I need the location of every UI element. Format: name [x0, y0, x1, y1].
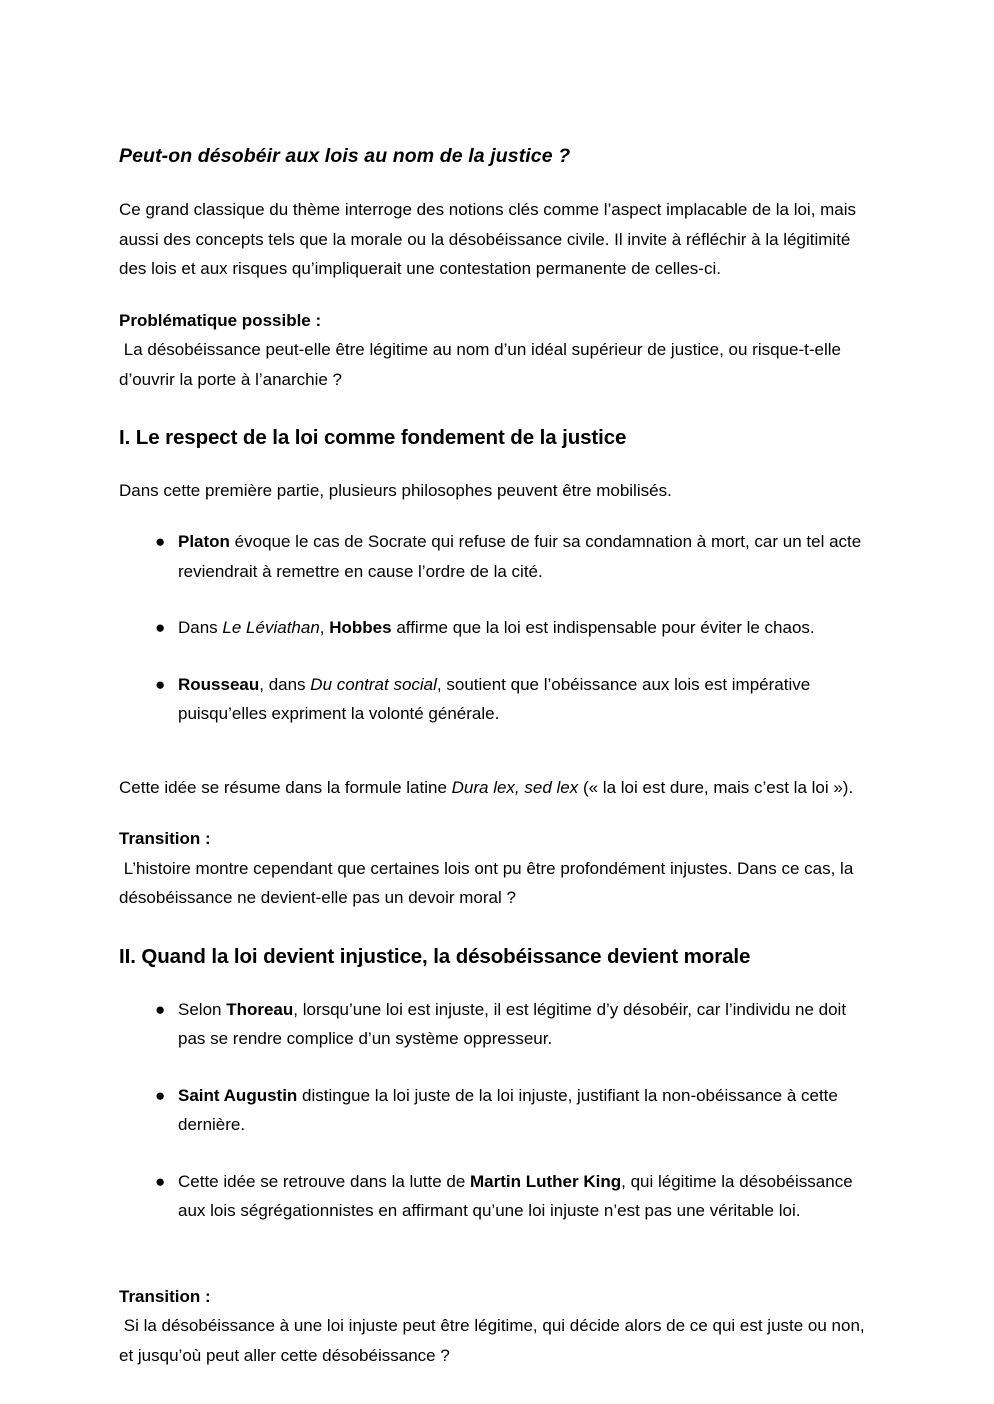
bullet-icon: ●	[155, 1085, 166, 1105]
list-item-text: Platon évoque le cas de Socrate qui refuse de fuir sa condamnation à mort, car un tel acte reviendrait à remettre en cause l’ordre de la cité.	[178, 532, 862, 581]
transition-text: L’histoire montre cependant que certaines lois ont pu être profondément injustes. Dans ce cas, la désobéissance ne devient-elle pas un devoir moral ?	[119, 858, 859, 908]
bullet-icon: ●	[155, 999, 166, 1019]
problematique-block	[119, 306, 878, 395]
section-1-closing: Cette idée se résume dans la formule latine Dura lex, sed lex (« la loi est dure, mais c’est la loi »).	[119, 777, 854, 797]
bullet-icon: ●	[155, 1171, 166, 1191]
section-1-bullet-list	[119, 527, 878, 729]
list-item	[119, 995, 878, 1054]
page-title: Peut-on désobéir aux lois au nom de la justice ?	[119, 145, 571, 167]
section-2-transition-block	[119, 1282, 878, 1371]
intro-paragraph: Ce grand classique du thème interroge des notions clés comme l’aspect implacable de la loi, mais aussi des concepts tels que la morale ou la désobéissance civile. Il invite à réfléchir à la légitimité des lois et aux risques qu’impliquerait une contestation permanente de celles-ci.	[119, 200, 857, 279]
spacer	[119, 1226, 878, 1282]
transition-text: Si la désobéissance à une loi injuste peut être légitime, qui décide alors de ce qui est juste ou non, et jusqu’où peut aller cette désobéissance ?	[119, 1316, 870, 1365]
bullet-icon: ●	[155, 618, 166, 638]
section-heading-2: II. Quand la loi devient injustice, la désobéissance devient morale	[119, 944, 751, 968]
list-item	[119, 527, 878, 586]
section-heading-1: I. Le respect de la loi comme fondement de la justice	[119, 426, 627, 450]
list-item	[119, 613, 878, 643]
section-2-bullet-list	[119, 995, 878, 1226]
bullet-icon: ●	[155, 532, 166, 552]
list-item-text: Cette idée se retrouve dans la lutte de Martin Luther King, qui légitime la désobéissance aux lois ségrégationnistes en affirmant qu’une loi injuste n’est pas une véritable loi.	[178, 1171, 853, 1221]
list-item-text: Selon Thoreau, lorsqu’une loi est injuste, il est légitime d’y désobéir, car l’individu ne doit pas se rendre complice d’un système oppresseur.	[178, 999, 847, 1049]
section-1-transition-block	[119, 824, 878, 913]
problematique-text: La désobéissance peut-elle être légitime au nom d’un idéal supérieur de justice, ou risque-t-elle d’ouvrir la porte à l’anarchie ?	[119, 340, 846, 389]
transition-label: Transition :	[119, 829, 211, 849]
problematique-label: Problématique possible :	[119, 310, 322, 330]
list-item-text: Dans Le Léviathan, Hobbes affirme que la loi est indispensable pour éviter le chaos.	[178, 618, 815, 638]
spacer	[119, 729, 878, 773]
list-item-text: Rousseau, dans Du contrat social, soutient que l’obéissance aux lois est impérative puisqu’elles expriment la volonté générale.	[178, 674, 811, 724]
transition-label: Transition :	[119, 1286, 211, 1306]
list-item	[119, 670, 878, 729]
list-item-text: Saint Augustin distingue la loi juste de la loi injuste, justifiant la non-obéissance à cette dernière.	[178, 1085, 838, 1135]
bullet-icon: ●	[155, 674, 166, 694]
list-item	[119, 1081, 878, 1140]
list-item	[119, 1167, 878, 1226]
section-1-lead: Dans cette première partie, plusieurs philosophes peuvent être mobilisés.	[119, 480, 672, 500]
